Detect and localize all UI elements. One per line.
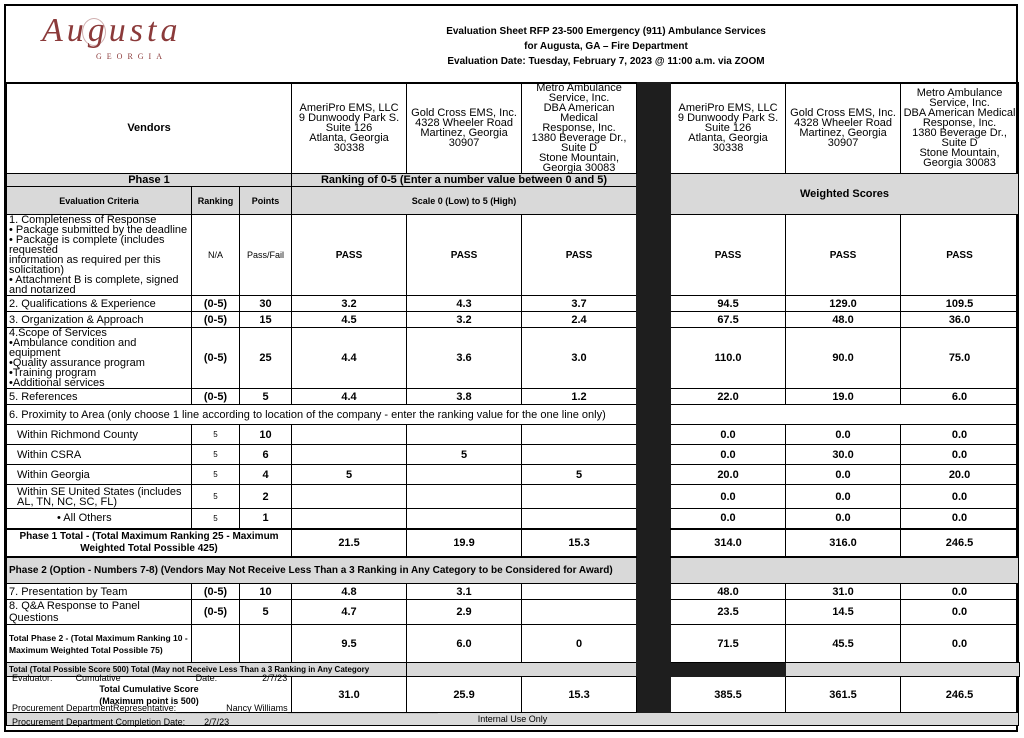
divider-cell [637, 677, 671, 713]
vendor-3-weighted: Metro Ambulance Service, Inc. DBA American Medical Response, Inc. 1380 Beverage Dr., Suite D Stone Mountain, Georgia 30083 [901, 83, 1019, 174]
points-cell: 15 [240, 312, 292, 328]
total-header: Total (Total Possible Score 500) Total (May not Receive Less Than a 3 Ranking in Any Category [7, 663, 407, 677]
title-line1: Evaluation Sheet RFP 23-500 Emergency (911) Ambulance Services [446, 26, 766, 37]
qa-row [7, 600, 1020, 625]
score-cell: 3.0 [522, 328, 637, 389]
divider-cell [671, 663, 786, 677]
phase1-total-row [7, 529, 1020, 557]
weighted-cell: 0.0 [671, 509, 786, 529]
weighted-cell: 0.0 [786, 465, 901, 485]
ranking-header: Ranking [192, 187, 240, 215]
phase1-total-label: Phase 1 Total - (Total Maximum Ranking 25 - Maximum Weighted Total Possible 425) [7, 529, 292, 557]
ranking-cell: (0-5) [192, 389, 240, 405]
ranking-cell: 5 [192, 485, 240, 509]
score-cell [522, 485, 637, 509]
phase2-total-label: Total Phase 2 - (Total Maximum Ranking 10 - Maximum Weighted Total Possible 75) [7, 625, 192, 663]
others-row [7, 509, 1020, 529]
ranking-cell: 5 [192, 425, 240, 445]
weighted-cell: 23.5 [671, 600, 786, 625]
score-cell [292, 425, 407, 445]
proximity-header-row [7, 405, 1020, 425]
total-cell: 0 [522, 625, 637, 663]
weighted-cell: 48.0 [671, 584, 786, 600]
cumulative-weighted-cell: 246.5 [901, 677, 1019, 713]
csra-row [7, 445, 1020, 465]
weighted-cell: 0.0 [901, 485, 1019, 509]
score-cell: 2.9 [407, 600, 522, 625]
score-cell [522, 425, 637, 445]
phase2-header-weighted [671, 557, 1019, 584]
cumulative-cell: 31.0 [292, 677, 407, 713]
points-cell: Pass/Fail [240, 215, 292, 296]
ranking-cell: (0-5) [192, 312, 240, 328]
points-header: Points [240, 187, 292, 215]
total-weighted-cell: 314.0 [671, 529, 786, 557]
total-header-fill [407, 663, 637, 677]
ranking-cell: 5 [192, 445, 240, 465]
score-cell: 4.5 [292, 312, 407, 328]
weighted-cell: 30.0 [786, 445, 901, 465]
points-cell: 4 [240, 465, 292, 485]
weighted-cell: 0.0 [901, 600, 1019, 625]
total-weighted-cell: 45.5 [786, 625, 901, 663]
points-cell: 1 [240, 509, 292, 529]
points-cell: 2 [240, 485, 292, 509]
score-cell: 3.6 [407, 328, 522, 389]
ranking-cell: 5 [192, 509, 240, 529]
richmond-row [7, 425, 1020, 445]
logo-subtext: GEORGIA [96, 52, 167, 61]
score-cell [292, 509, 407, 529]
total-cell: 6.0 [407, 625, 522, 663]
others-label: • All Others [7, 509, 192, 529]
points-cell: 5 [240, 600, 292, 625]
vendor-2: Gold Cross EMS, Inc. 4328 Wheeler Road Martinez, Georgia 30907 [407, 83, 522, 174]
internal-use-label: Internal Use Only [7, 713, 1019, 726]
cumulative-label: Total Cumulative Score (Maximum point is 500) [7, 677, 292, 713]
weighted-cell: 0.0 [671, 485, 786, 509]
weighted-cell: 129.0 [786, 296, 901, 312]
score-cell: PASS [522, 215, 637, 296]
scale-header: Scale 0 (Low) to 5 (High) [292, 187, 637, 215]
evaluator-line [12, 673, 287, 683]
completion-label: Procurement Department Completion Date: [12, 717, 186, 727]
richmond-label: Within Richmond County [7, 425, 192, 445]
vendor-1-weighted: AmeriPro EMS, LLC 9 Dunwoody Park S. Suite 126 Atlanta, Georgia 30338 [671, 83, 786, 174]
score-cell: 4.8 [292, 584, 407, 600]
georgia-row [7, 465, 1020, 485]
score-cell: 2.4 [522, 312, 637, 328]
phase2-header-row [7, 557, 1020, 584]
organization-label: 3. Organization & Approach [7, 312, 192, 328]
logo-text: Augusta [42, 12, 182, 49]
weighted-cell: 0.0 [671, 445, 786, 465]
score-cell: 1.2 [522, 389, 637, 405]
score-cell: 4.3 [407, 296, 522, 312]
organization-row [7, 312, 1020, 328]
score-cell [522, 584, 637, 600]
weighted-cell: 36.0 [901, 312, 1019, 328]
date-label: Date: [195, 673, 218, 683]
weighted-cell: 0.0 [786, 509, 901, 529]
score-cell [407, 425, 522, 445]
evaluator-value: Cumulative [75, 673, 121, 683]
total-cell: 21.5 [292, 529, 407, 557]
score-cell: 3.2 [407, 312, 522, 328]
weighted-cell: 90.0 [786, 328, 901, 389]
vendor-1: AmeriPro EMS, LLC 9 Dunwoody Park S. Suite 126 Atlanta, Georgia 30338 [292, 83, 407, 174]
ranking-cell: N/A [192, 215, 240, 296]
sheet-header [6, 6, 1016, 84]
proximity-header: 6. Proximity to Area (only choose 1 line according to location of the company - enter the ranking value for the one line only) [7, 405, 637, 425]
score-cell: 3.7 [522, 296, 637, 312]
phase2-total-row [7, 625, 1020, 663]
weighted-cell: PASS [901, 215, 1019, 296]
se-label: Within SE United States (includes AL, TN, NC, SC, FL) [7, 485, 192, 509]
score-cell [522, 600, 637, 625]
weighted-cell: 31.0 [786, 584, 901, 600]
score-cell [292, 445, 407, 465]
weighted-cell: 19.0 [786, 389, 901, 405]
phase1-label: Phase 1 [7, 174, 292, 187]
representative-line [12, 703, 438, 713]
score-cell: PASS [407, 215, 522, 296]
csra-label: Within CSRA [7, 445, 192, 465]
points-cell [240, 625, 292, 663]
weighted-cell: 22.0 [671, 389, 786, 405]
date-value: 2/7/23 [262, 673, 288, 683]
ranking-cell: 5 [192, 465, 240, 485]
evaluation-sheet [4, 4, 1018, 732]
total-weighted-cell: 0.0 [901, 625, 1019, 663]
weighted-cell: 109.5 [901, 296, 1019, 312]
points-cell: 10 [240, 425, 292, 445]
score-cell: 3.1 [407, 584, 522, 600]
presentation-label: 7. Presentation by Team [7, 584, 192, 600]
cumulative-cell: 15.3 [522, 677, 637, 713]
references-label: 5. References [7, 389, 192, 405]
score-cell: PASS [292, 215, 407, 296]
weighted-cell: 0.0 [901, 584, 1019, 600]
weighted-cell: 6.0 [901, 389, 1019, 405]
ranking-cell: (0-5) [192, 328, 240, 389]
completeness-row [7, 215, 1020, 296]
qa-label: 8. Q&A Response to Panel Questions [7, 600, 192, 625]
points-cell: 6 [240, 445, 292, 465]
ranking-cell [192, 625, 240, 663]
points-cell: 30 [240, 296, 292, 312]
phase2-header: Phase 2 (Option - Numbers 7-8) (Vendors May Not Receive Less Than a 3 Ranking in Any Category to be Considered for Award) [7, 557, 637, 584]
presentation-row [7, 584, 1020, 600]
cumulative-weighted-cell: 385.5 [671, 677, 786, 713]
completion-value: 2/7/23 [204, 717, 230, 727]
score-cell: 3.2 [292, 296, 407, 312]
completeness-label: 1. Completeness of Response • Package submitted by the deadline • Package is complete (includes requested information as required per this solicitation) • Attachment B is complete, signed and notarized [7, 215, 192, 296]
points-cell: 25 [240, 328, 292, 389]
weighted-cell: 67.5 [671, 312, 786, 328]
ranking-cell: (0-5) [192, 296, 240, 312]
weighted-cell: PASS [786, 215, 901, 296]
cumulative-weighted-cell: 361.5 [786, 677, 901, 713]
weighted-cell: 0.0 [786, 485, 901, 509]
vendors-row [7, 83, 1020, 174]
title-line3: Evaluation Date: Tuesday, February 7, 2023 @ 11:00 a.m. via ZOOM [447, 56, 765, 67]
qualifications-label: 2. Qualifications & Experience [7, 296, 192, 312]
total-cell: 9.5 [292, 625, 407, 663]
weighted-cell: 0.0 [901, 509, 1019, 529]
total-header-weighted [786, 663, 1020, 677]
weighted-cell: 48.0 [786, 312, 901, 328]
vendor-2-weighted: Gold Cross EMS, Inc. 4328 Wheeler Road Martinez, Georgia 30907 [786, 83, 901, 174]
weighted-cell: 94.5 [671, 296, 786, 312]
vendors-label: Vendors [7, 83, 292, 174]
points-cell: 10 [240, 584, 292, 600]
ranking-cell: (0-5) [192, 584, 240, 600]
score-cell [407, 509, 522, 529]
score-cell [522, 445, 637, 465]
scope-row [7, 328, 1020, 389]
weighted-cell: PASS [671, 215, 786, 296]
evaluation-table [6, 82, 1020, 726]
weighted-cell: 75.0 [901, 328, 1019, 389]
score-cell: 4.4 [292, 389, 407, 405]
weighted-cell: 14.5 [786, 600, 901, 625]
weighted-cell: 20.0 [671, 465, 786, 485]
references-row [7, 389, 1020, 405]
score-cell: 3.8 [407, 389, 522, 405]
completion-line [12, 717, 229, 727]
score-cell: 4.4 [292, 328, 407, 389]
augusta-logo [42, 12, 192, 68]
total-weighted-cell: 246.5 [901, 529, 1019, 557]
points-cell: 5 [240, 389, 292, 405]
sheet-title [306, 24, 906, 69]
total-cell: 15.3 [522, 529, 637, 557]
georgia-label: Within Georgia [7, 465, 192, 485]
representative-label: Procurement DepartmentRepresentative:__________ [12, 703, 227, 713]
cumulative-cell: 25.9 [407, 677, 522, 713]
total-cell: 19.9 [407, 529, 522, 557]
total-weighted-cell: 316.0 [786, 529, 901, 557]
weighted-scores-label: Weighted Scores [671, 174, 1019, 215]
scope-label: 4.Scope of Services •Ambulance condition and equipment •Quality assurance program •Training program •Additional services [7, 328, 192, 389]
evaluator-label: Evaluator: [12, 673, 53, 683]
qualifications-row [7, 296, 1020, 312]
score-cell [522, 509, 637, 529]
vendor-3: Metro Ambulance Service, Inc. DBA American Medical Response, Inc. 1380 Beverage Dr., Suite D Stone Mountain, Georgia 30083 [522, 83, 637, 174]
weighted-cell: 0.0 [901, 445, 1019, 465]
weighted-cell: 0.0 [671, 425, 786, 445]
score-cell [292, 485, 407, 509]
criteria-header: Evaluation Criteria [7, 187, 192, 215]
phase1-row [7, 174, 1020, 187]
total-weighted-cell: 71.5 [671, 625, 786, 663]
title-line2: for Augusta, GA – Fire Department [524, 41, 688, 52]
weighted-cell: 0.0 [901, 425, 1019, 445]
score-cell: 5 [522, 465, 637, 485]
score-cell: 4.7 [292, 600, 407, 625]
ranking-cell: (0-5) [192, 600, 240, 625]
proximity-header-weighted [671, 405, 1019, 425]
weighted-cell: 20.0 [901, 465, 1019, 485]
score-cell: 5 [292, 465, 407, 485]
score-cell [407, 485, 522, 509]
weighted-cell: 0.0 [786, 425, 901, 445]
score-cell: 5 [407, 445, 522, 465]
weighted-cell: 110.0 [671, 328, 786, 389]
se-row [7, 485, 1020, 509]
representative-value: Nancy Williams______________________________ [226, 703, 438, 713]
divider-column [637, 83, 671, 677]
ranking-label: Ranking of 0-5 (Enter a number value between 0 and 5) [292, 174, 637, 187]
score-cell [407, 465, 522, 485]
